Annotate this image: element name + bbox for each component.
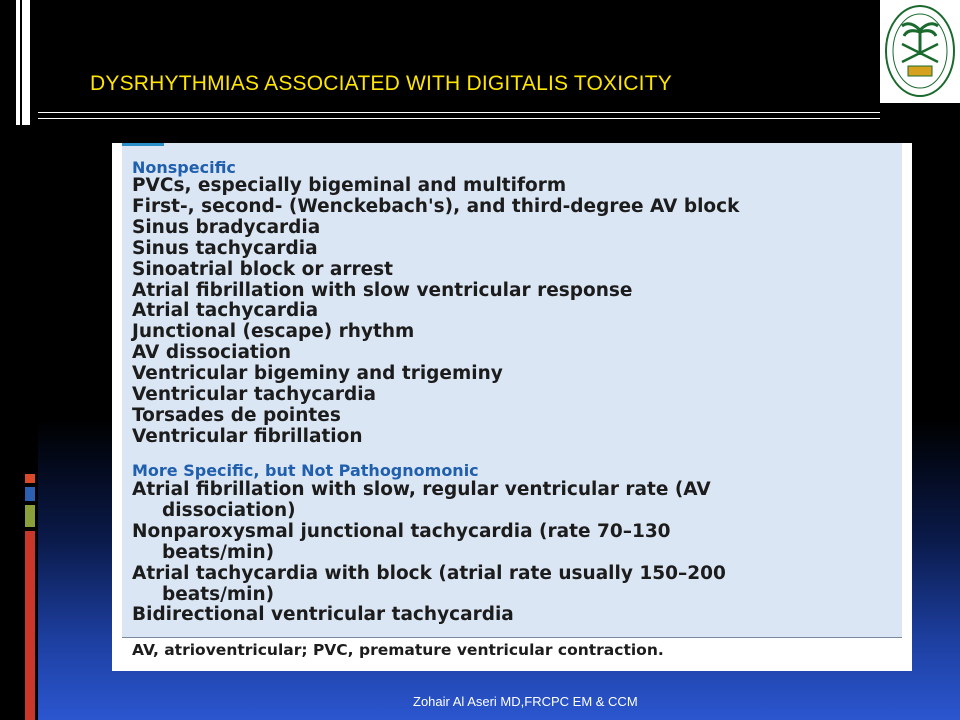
- dysrhythmia-item: Bidirectional ventricular tachycardia: [132, 604, 514, 626]
- table-image-panel: [112, 143, 912, 671]
- dysrhythmia-item: Atrial tachycardia with block (atrial rate usually 150–200: [132, 562, 726, 584]
- dysrhythmia-item: Atrial fibrillation with slow ventricular response: [132, 279, 633, 301]
- dysrhythmia-item: Ventricular fibrillation: [132, 425, 363, 447]
- dysrhythmia-item: Ventricular tachycardia: [132, 384, 377, 405]
- dysrhythmia-item: Sinus bradycardia: [132, 216, 321, 238]
- page-title: DYSRHYTHMIAS ASSOCIATED WITH DIGITALIS TOXICITY: [90, 72, 672, 95]
- dysrhythmia-item-continuation: beats/min): [162, 583, 275, 605]
- table-top-accent: [122, 143, 164, 146]
- dysrhythmia-item: Atrial tachycardia: [132, 300, 319, 322]
- dysrhythmia-item: Junctional (escape) rhythm: [132, 321, 415, 343]
- dysrhythmia-item: AV dissociation: [132, 342, 291, 364]
- dysrhythmia-item-continuation: beats/min): [162, 541, 275, 563]
- table-footnote-divider: [122, 637, 902, 638]
- dysrhythmia-item: First-, second- (Wenckebach's), and third-degree AV block: [132, 195, 740, 217]
- table-footnote: AV, atrioventricular; PVC, premature ventricular contraction.: [132, 641, 664, 659]
- dysrhythmia-item: Sinus tachycardia: [132, 237, 318, 259]
- dysrhythmia-item: Ventricular bigeminy and trigeminy: [132, 363, 503, 385]
- dysrhythmia-item-continuation: dissociation): [162, 499, 296, 521]
- dysrhythmia-item: PVCs, especially bigeminal and multiform: [132, 175, 567, 196]
- dysrhythmia-item: Torsades de pointes: [132, 404, 341, 426]
- dysrhythmia-item: Atrial fibrillation with slow, regular ventricular rate (AV: [132, 479, 711, 500]
- university-logo: [880, 0, 960, 103]
- dysrhythmia-item: Sinoatrial block or arrest: [132, 258, 394, 280]
- section-heading: More Specific, but Not Pathognomonic: [132, 461, 479, 480]
- footer-credit: Zohair Al Aseri MD,FRCPC EM & CCM: [413, 694, 638, 709]
- palm-emblem-icon: [880, 0, 960, 103]
- dysrhythmia-item: Nonparoxysmal junctional tachycardia (rate 70–130: [132, 520, 671, 542]
- section-heading: Nonspecific: [132, 158, 236, 177]
